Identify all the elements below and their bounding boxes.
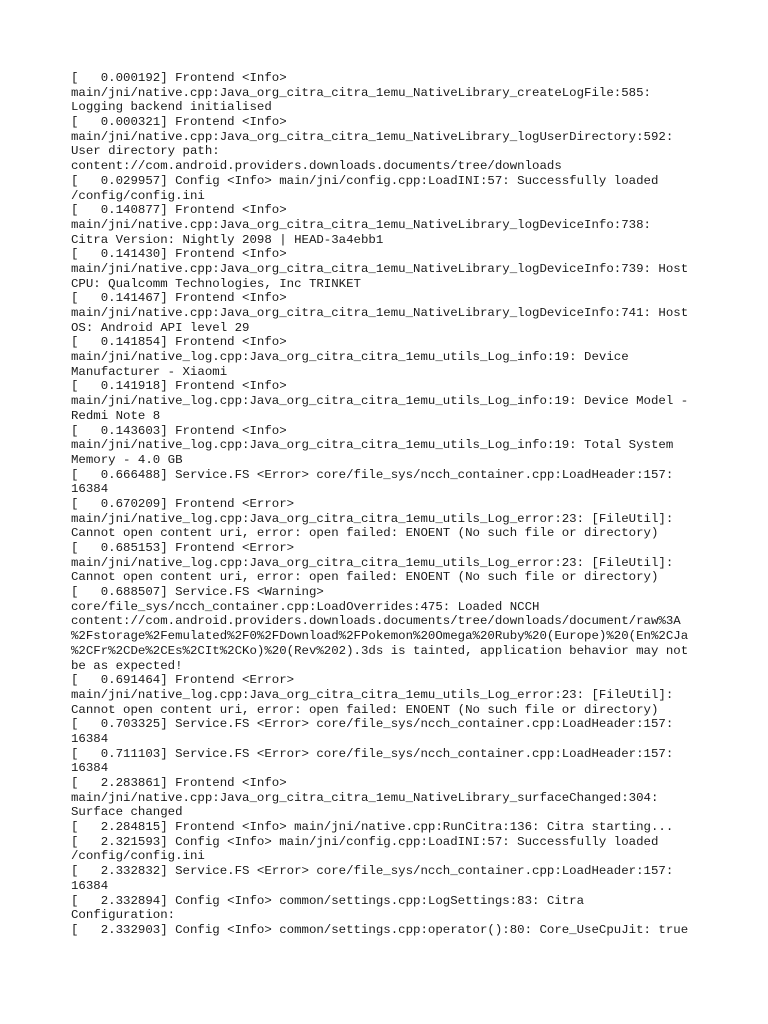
log-line: CPU: Qualcomm Technologies, Inc TRINKET bbox=[71, 276, 361, 291]
log-line: Cannot open content uri, error: open failed: ENOENT (No such file or directory) bbox=[71, 570, 659, 585]
log-line: main/jni/native.cpp:Java_org_citra_citra_1emu_NativeLibrary_surfaceChanged:304: bbox=[71, 790, 659, 805]
log-document bbox=[71, 71, 711, 938]
log-line: %2Fstorage%2Femulated%2F0%2FDownload%2FPokemon%20Omega%20Ruby%20(Europe)%20(En%2CJa bbox=[71, 629, 689, 644]
log-line: Manufacturer - Xiaomi bbox=[71, 364, 228, 379]
log-line: [ 0.141467] Frontend <Info> bbox=[71, 291, 287, 306]
log-line: [ 0.141854] Frontend <Info> bbox=[71, 335, 287, 350]
log-line: Surface changed bbox=[71, 805, 183, 820]
log-line: %2CFr%2CDe%2CEs%2CIt%2CKo)%20(Rev%202).3ds is tainted, application behavior may not bbox=[71, 643, 689, 658]
log-line: Cannot open content uri, error: open failed: ENOENT (No such file or directory) bbox=[71, 526, 659, 541]
log-line: [ 0.140877] Frontend <Info> bbox=[71, 203, 287, 218]
log-line: [ 2.332832] Service.FS <Error> core/file_sys/ncch_container.cpp:LoadHeader:157: bbox=[71, 864, 674, 879]
log-line: [ 0.688507] Service.FS <Warning> bbox=[71, 585, 324, 600]
log-line: content://com.android.providers.downloads.documents/tree/downloads bbox=[71, 159, 562, 174]
log-line: [ 0.666488] Service.FS <Error> core/file_sys/ncch_container.cpp:LoadHeader:157: bbox=[71, 467, 674, 482]
log-line: [ 0.685153] Frontend <Error> bbox=[71, 541, 295, 555]
log-line: main/jni/native_log.cpp:Java_org_citra_citra_1emu_utils_Log_info:19: Total System bbox=[71, 438, 674, 453]
log-line: Citra Version: Nightly 2098 | HEAD-3a4ebb1 bbox=[71, 232, 384, 247]
log-line: main/jni/native_log.cpp:Java_org_citra_citra_1emu_utils_Log_error:23: [FileUtil]: bbox=[71, 687, 674, 702]
log-line: [ 2.332903] Config <Info> common/settings.cpp:operator():80: Core_UseCpuJit: true bbox=[71, 922, 689, 937]
log-line: main/jni/native_log.cpp:Java_org_citra_citra_1emu_utils_Log_info:19: Device bbox=[71, 350, 629, 365]
log-line: 16384 bbox=[71, 731, 109, 746]
log-line: Redmi Note 8 bbox=[71, 408, 161, 423]
log-line: Configuration: bbox=[71, 908, 176, 923]
log-line: OS: Android API level 29 bbox=[71, 320, 250, 335]
log-line: main/jni/native_log.cpp:Java_org_citra_citra_1emu_utils_Log_info:19: Device Model - bbox=[71, 394, 689, 409]
log-line: [ 0.141918] Frontend <Info> bbox=[71, 379, 287, 394]
log-line: main/jni/native_log.cpp:Java_org_citra_citra_1emu_utils_Log_error:23: [FileUtil]: bbox=[71, 555, 674, 570]
log-line: [ 0.141430] Frontend <Info> bbox=[71, 247, 287, 262]
log-line: 16384 bbox=[71, 878, 109, 893]
log-line: Cannot open content uri, error: open failed: ENOENT (No such file or directory) bbox=[71, 702, 659, 717]
log-line: [ 0.670209] Frontend <Error> bbox=[71, 496, 295, 511]
log-line: main/jni/native.cpp:Java_org_citra_citra_1emu_NativeLibrary_logUserDirectory:592: bbox=[71, 129, 674, 144]
log-line: be as expected! bbox=[71, 658, 183, 673]
log-line: [ 0.703325] Service.FS <Error> core/file_sys/ncch_container.cpp:LoadHeader:157: bbox=[71, 717, 674, 732]
log-line: Memory - 4.0 GB bbox=[71, 452, 183, 467]
log-line: main/jni/native.cpp:Java_org_citra_citra_1emu_NativeLibrary_logDeviceInfo:739: Host bbox=[71, 261, 689, 276]
log-line: Logging backend initialised bbox=[71, 100, 272, 115]
log-line: User directory path: bbox=[71, 144, 220, 159]
log-line: [ 0.691464] Frontend <Error> bbox=[71, 673, 295, 688]
log-line: [ 0.711103] Service.FS <Error> core/file_sys/ncch_container.cpp:LoadHeader:157: bbox=[71, 746, 674, 761]
log-line: 16384 bbox=[71, 482, 109, 497]
log-line: content://com.android.providers.downloads.documents/tree/downloads/document/raw%3A bbox=[71, 614, 681, 629]
log-line: [ 0.029957] Config <Info> main/jni/config.cpp:LoadINI:57: Successfully loaded bbox=[71, 173, 659, 188]
log-line: /config/config.ini bbox=[71, 849, 205, 864]
log-line: [ 0.000192] Frontend <Info> bbox=[71, 71, 287, 85]
log-line: main/jni/native_log.cpp:Java_org_citra_citra_1emu_utils_Log_error:23: [FileUtil]: bbox=[71, 511, 674, 526]
log-line: /config/config.ini bbox=[71, 188, 205, 203]
log-line: [ 0.143603] Frontend <Info> bbox=[71, 423, 287, 438]
log-line: [ 2.283861] Frontend <Info> bbox=[71, 776, 287, 790]
log-line: main/jni/native.cpp:Java_org_citra_citra_1emu_NativeLibrary_createLogFile:585: bbox=[71, 85, 651, 100]
log-line: [ 2.332894] Config <Info> common/settings.cpp:LogSettings:83: Citra bbox=[71, 893, 585, 908]
log-line: main/jni/native.cpp:Java_org_citra_citra_1emu_NativeLibrary_logDeviceInfo:741: Host bbox=[71, 306, 689, 320]
log-line: main/jni/native.cpp:Java_org_citra_citra_1emu_NativeLibrary_logDeviceInfo:738: bbox=[71, 217, 651, 232]
log-line: [ 2.284815] Frontend <Info> main/jni/native.cpp:RunCitra:136: Citra starting... bbox=[71, 820, 674, 835]
log-line: core/file_sys/ncch_container.cpp:LoadOverrides:475: Loaded NCCH bbox=[71, 599, 540, 614]
log-line: 16384 bbox=[71, 761, 109, 776]
log-line: [ 2.321593] Config <Info> main/jni/config.cpp:LoadINI:57: Successfully loaded bbox=[71, 834, 659, 849]
log-line: [ 0.000321] Frontend <Info> bbox=[71, 115, 287, 130]
